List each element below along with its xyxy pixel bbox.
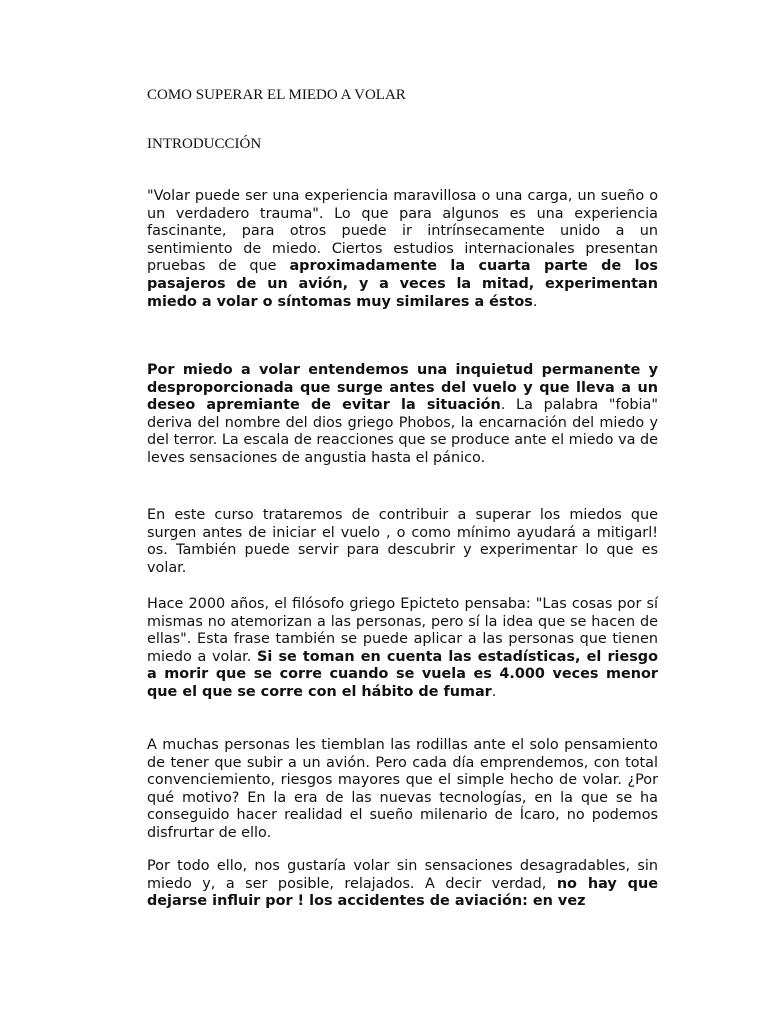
text-run: . La palabra "fobia" deriva del nombre del dios griego Phobos, la encarnación del miedo y del terror. La escala de reacciones que se produce ante el miedo va de leves sensaciones de angustia hasta el pánico. [147,397,658,466]
document-title: COMO SUPERAR EL MIEDO A VOLAR [147,87,406,103]
section-heading: INTRODUCCIÓN [147,136,262,152]
bold-run: aproximadamente la cuarta parte de los pasajeros de un avión, y a veces la mitad, experimentan miedo a volar o síntomas muy similares a éstos [147,258,658,310]
text-run: . [491,683,497,700]
text-run: . [532,293,538,310]
text-run: Por todo ello, nos gustaría volar sin sensaciones desagradables, sin miedo y, a ser posible, relajados. A decir verdad, [147,858,658,892]
paragraph-1 [147,188,658,311]
bold-run: no hay que dejarse influir por ! los accidentes de aviación: en vez [147,875,658,910]
text-run: Hace 2000 años, el filósofo griego Epicteto pensaba: "Las cosas por sí mismas no atemorizan a las personas, pero sí la idea que se hacen de ellas". Esta frase también se puede aplicar a las personas que tienen miedo a volar. [147,596,658,665]
paragraph-6 [147,858,658,911]
bold-run: Si se toman en cuenta las estadísticas, el riesgo a morir que se corre cuando se vuela es 4.000 veces menor que el que se corre con el hábito de fumar [147,648,658,700]
text-run: A muchas personas les tiemblan las rodillas ante el solo pensamiento de tener que subir a un avión. Pero cada día emprendemos, con total convenciemiento, riesgos mayores que el simple hecho de volar. ¿Por qué motivo? En la era de las nuevas tecnologías, en la que se ha conseguido hacer realidad el sueño milenario de Ícaro, no podemos disfrurtar de ello. [147,737,658,841]
paragraph-2 [147,362,658,468]
text-run: En este curso trataremos de contribuir a superar los miedos que surgen antes de iniciar el vuelo , o como mínimo ayudará a mitigarl! os. También puede servir para descubrir y experimentar lo que es volar. [147,507,658,576]
paragraph-5 [147,737,658,843]
bold-run: Por miedo a volar entendemos una inquietud permanente y desproporcionada que surge antes del vuelo y que lleva a un deseo apremiante de evitar la situación [147,362,658,414]
text-run: "Volar puede ser una experiencia maravillosa o una carga, un sueño o un verdadero trauma". Lo que para algunos es una experiencia fascinante, para otros puede ir intrínsecamente unido a un sentimiento de miedo. Ciertos estudios internacionales presentan pruebas de que [147,188,658,275]
paragraph-3 [147,507,658,577]
paragraph-4 [147,596,658,702]
